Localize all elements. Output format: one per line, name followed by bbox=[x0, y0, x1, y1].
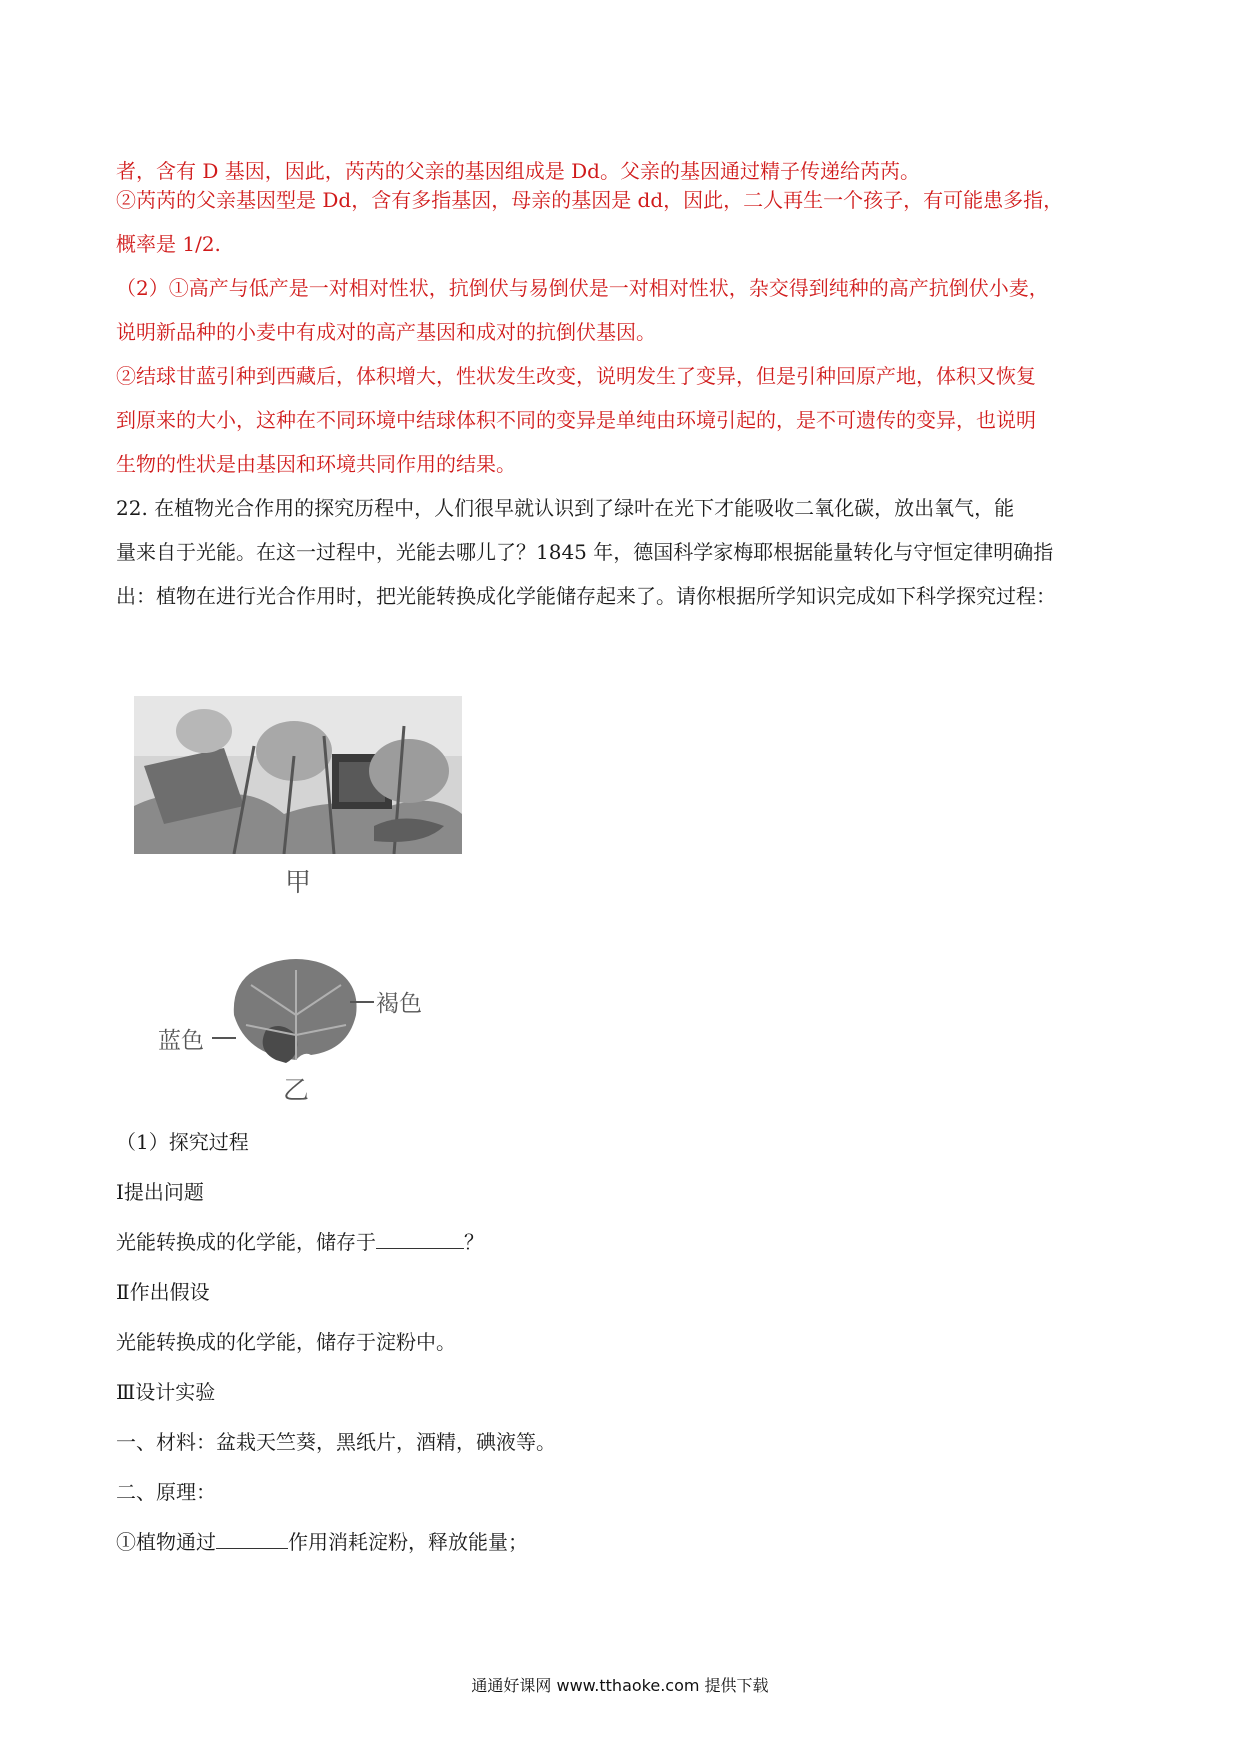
step-3-heading: Ⅲ设计实验 bbox=[116, 1380, 216, 1404]
brown-leader-line bbox=[350, 1000, 374, 1004]
answer-line-3: 概率是 1/2. bbox=[116, 232, 221, 256]
figure-jia-caption: 甲 bbox=[285, 868, 312, 898]
page-footer: 通通好课网 www.tthaoke.com 提供下载 bbox=[471, 1676, 769, 1695]
principle-before: ①植物通过 bbox=[116, 1530, 216, 1554]
blue-leader-line bbox=[212, 1036, 236, 1040]
principle-heading: 二、原理： bbox=[116, 1480, 216, 1504]
answer-line-2: ②芮芮的父亲基因型是 Dd，含有多指基因，母亲的基因是 dd，因此，二人再生一个孩子，有可能患多指， bbox=[116, 188, 1064, 212]
answer-blank-2[interactable] bbox=[216, 1528, 288, 1549]
answer-line-5: 说明新品种的小麦中有成对的高产基因和成对的抗倒伏基因。 bbox=[116, 320, 656, 344]
principle-line-1 bbox=[116, 1528, 528, 1556]
answer-line-8: 生物的性状是由基因和环境共同作用的结果。 bbox=[116, 452, 516, 476]
hypothesis-text: 光能转换成的化学能，储存于淀粉中。 bbox=[116, 1330, 456, 1354]
step-1-heading: Ⅰ提出问题 bbox=[116, 1180, 204, 1204]
step-2-heading: Ⅱ作出假设 bbox=[116, 1280, 210, 1304]
figure-yi-caption: 乙 bbox=[283, 1076, 310, 1106]
principle-after: 作用消耗淀粉，释放能量； bbox=[288, 1530, 528, 1554]
label-brown: 褐色 bbox=[376, 991, 422, 1017]
answer-line-4: （2）①高产与低产是一对相对性状，抗倒伏与易倒伏是一对相对性状，杂交得到纯种的高产抗倒伏小麦， bbox=[116, 276, 1049, 300]
figure-yi-leaf bbox=[226, 955, 366, 1065]
question-blank-line bbox=[116, 1228, 484, 1256]
question-line-3: 出：植物在进行光合作用时，把光能转换成化学能储存起来了。请你根据所学知识完成如下科学探究过程： bbox=[116, 584, 1056, 608]
question-line-1: 22. 在植物光合作用的探究历程中，人们很早就认识到了绿叶在光下才能吸收二氧化碳，放出氧气，能 bbox=[116, 496, 1015, 520]
section-title: （1）探究过程 bbox=[116, 1130, 249, 1154]
answer-line-7: 到原来的大小，这种在不同环境中结球体积不同的变异是单纯由环境引起的，是不可遗传的变异，也说明 bbox=[116, 408, 1036, 432]
question-blank-after: ？ bbox=[464, 1230, 484, 1254]
answer-blank-1[interactable] bbox=[376, 1228, 464, 1249]
answer-line-6: ②结球甘蓝引种到西藏后，体积增大，性状发生改变，说明发生了变异，但是引种回原产地，体积又恢复 bbox=[116, 364, 1036, 388]
question-line-2: 量来自于光能。在这一过程中，光能去哪儿了？1845 年，德国科学家梅耶根据能量转化与守恒定律明确指 bbox=[116, 540, 1054, 564]
label-blue: 蓝色 bbox=[158, 1028, 204, 1054]
answer-line-1: 者，含有 D 基因，因此，芮芮的父亲的基因组成是 Dd。父亲的基因通过精子传递给芮芮。 bbox=[116, 159, 920, 183]
question-blank-before: 光能转换成的化学能，储存于 bbox=[116, 1230, 376, 1254]
figure-jia-photo bbox=[134, 696, 462, 854]
materials-text: 一、材料：盆栽天竺葵，黑纸片，酒精，碘液等。 bbox=[116, 1430, 556, 1454]
